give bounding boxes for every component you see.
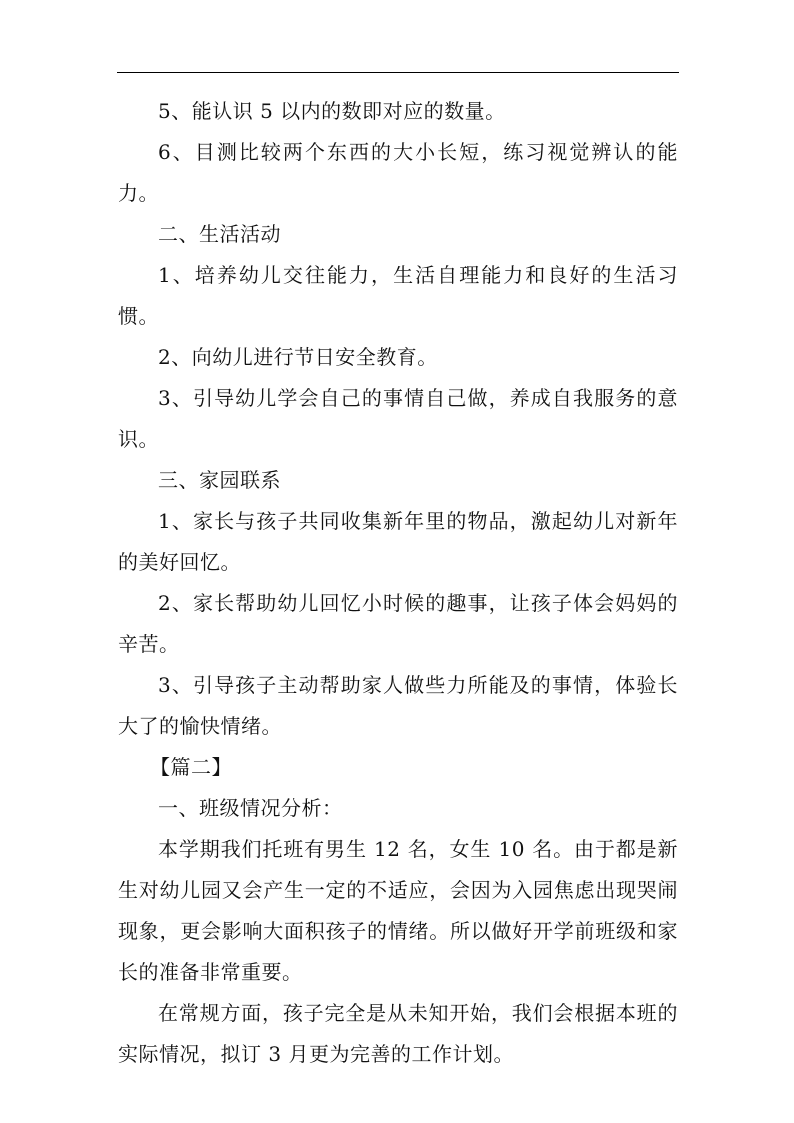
list-item-6: 6、目测比较两个东西的大小长短，练习视觉辨认的能力。	[118, 140, 678, 205]
document-body	[118, 91, 678, 1075]
home-item-3: 3、引导孩子主动帮助家人做些力所能及的事情，体验长大了的愉快情绪。	[118, 673, 678, 738]
list-item-5: 5、能认识 5 以内的数即对应的数量。	[158, 99, 506, 123]
home-item-1: 1、家长与孩子共同收集新年里的物品，激起幼儿对新年的美好回忆。	[118, 509, 678, 574]
routine-paragraph: 在常规方面，孩子完全是从未知开始，我们会根据本班的实际情况，拟订 3 月更为完善的工作计划。	[118, 1001, 678, 1066]
class-analysis-heading: 一、班级情况分析：	[158, 796, 343, 820]
part-two-heading: 【篇二】	[150, 755, 232, 779]
life-item-1: 1、培养幼儿交往能力，生活自理能力和良好的生活习惯。	[118, 263, 678, 328]
life-item-2: 2、向幼儿进行节日安全教育。	[158, 345, 438, 369]
section-heading-life-activities: 二、生活活动	[158, 222, 281, 246]
home-item-2: 2、家长帮助幼儿回忆小时候的趣事，让孩子体会妈妈的辛苦。	[118, 591, 678, 656]
header-rule	[117, 72, 679, 73]
class-analysis-paragraph: 本学期我们托班有男生 12 名，女生 10 名。由于都是新生对幼儿园又会产生一定的不适应，会因为入园焦虑出现哭闹现象，更会影响大面积孩子的情绪。所以做好开学前班级和家长的准备非常重要。	[118, 837, 678, 984]
section-heading-home-school: 三、家园联系	[158, 468, 281, 492]
life-item-3: 3、引导幼儿学会自己的事情自己做，养成自我服务的意识。	[118, 386, 678, 451]
